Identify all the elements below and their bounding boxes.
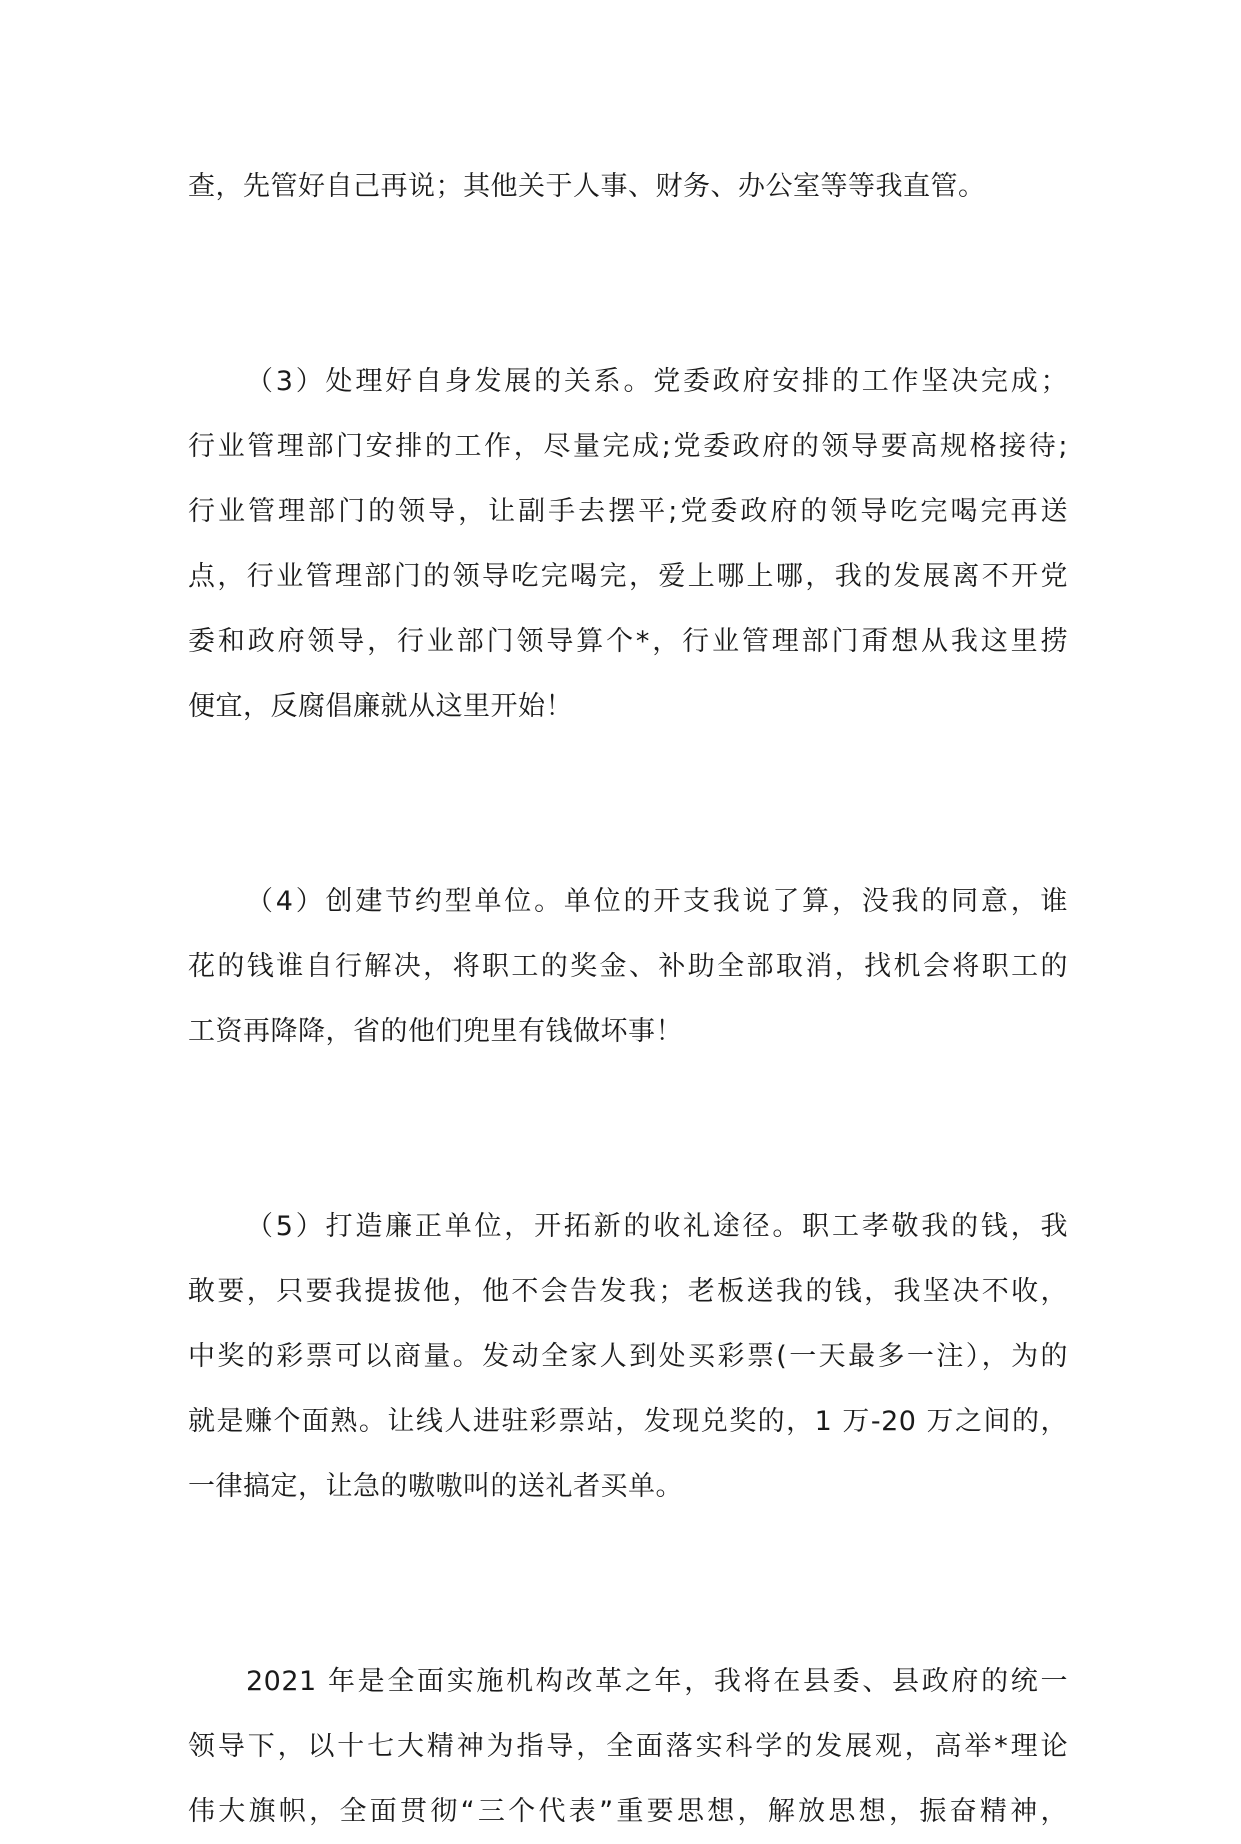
text-line: （3）处理好自身发展的关系。党委政府安排的工作坚决完成； <box>246 366 1068 397</box>
paragraph-gap <box>188 219 1068 349</box>
text-line: 就是赚个面熟。让线人进驻彩票站，发现兑奖的，1 万-20 万之间的， <box>188 1406 1068 1437</box>
text-line: 花的钱谁自行解决，将职工的奖金、补助全部取消，找机会将职工的 <box>188 951 1068 982</box>
document-body <box>188 154 1068 1844</box>
text-line: 一律搞定，让急的嗷嗷叫的送礼者买单。 <box>188 1471 683 1502</box>
text-line: 点，行业管理部门的领导吃完喝完，爱上哪上哪，我的发展离不开党 <box>188 561 1068 592</box>
paragraph-gap <box>188 1519 1068 1649</box>
text-line: 行业管理部门安排的工作，尽量完成;党委政府的领导要高规格接待; <box>188 431 1068 462</box>
text-line: 2021 年是全面实施机构改革之年，我将在县委、县政府的统一 <box>246 1666 1068 1697</box>
text-line: 便宜，反腐倡廉就从这里开始！ <box>188 691 573 722</box>
text-line: 敢要，只要我提拔他，他不会告发我；老板送我的钱，我坚决不收， <box>188 1276 1068 1307</box>
text-line: 委和政府领导，行业部门领导算个*，行业管理部门甭想从我这里捞 <box>188 626 1068 657</box>
text-line: 查，先管好自己再说；其他关于人事、财务、办公室等等我直管。 <box>188 171 986 202</box>
paragraph-gap <box>188 739 1068 869</box>
text-line: 中奖的彩票可以商量。发动全家人到处买彩票(一天最多一注），为的 <box>188 1341 1068 1372</box>
text-line: 领导下，以十七大精神为指导，全面落实科学的发展观，高举*理论 <box>188 1731 1068 1762</box>
text-line: 工资再降降，省的他们兜里有钱做坏事！ <box>188 1016 683 1047</box>
text-line: 伟大旗帜，全面贯彻“三个代表”重要思想，解放思想，振奋精神， <box>188 1796 1068 1827</box>
text-line: （4）创建节约型单位。单位的开支我说了算，没我的同意，谁 <box>246 886 1068 917</box>
paragraph-gap <box>188 1064 1068 1194</box>
text-line: 行业管理部门的领导，让副手去摆平;党委政府的领导吃完喝完再送 <box>188 496 1068 527</box>
text-line: （5）打造廉正单位，开拓新的收礼途径。职工孝敬我的钱，我 <box>246 1211 1068 1242</box>
